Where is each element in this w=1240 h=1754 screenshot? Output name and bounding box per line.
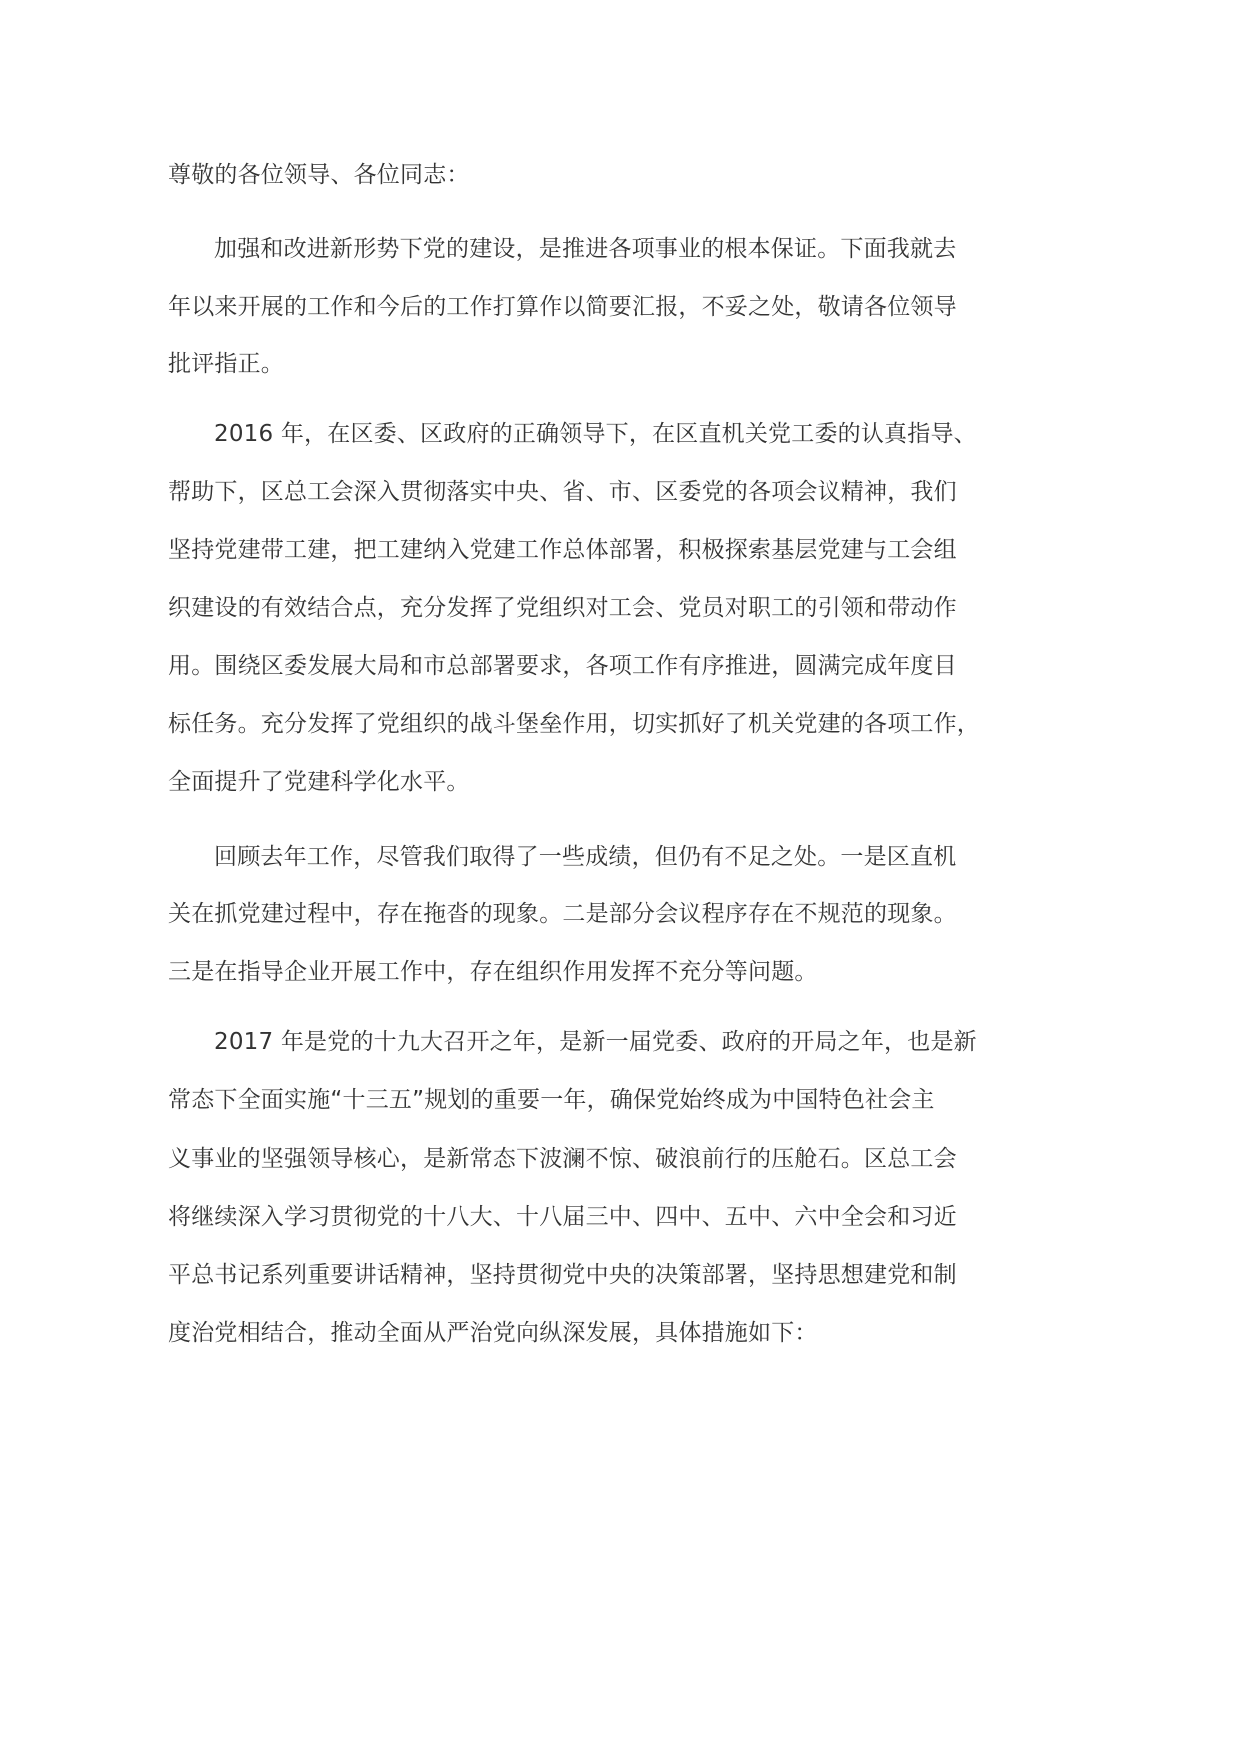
paragraph-line: 常态下全面实施“十三五”规划的重要一年，确保党始终成为中国特色社会主 xyxy=(168,1087,935,1113)
paragraph-line: 标任务。充分发挥了党组织的战斗堡垒作用，切实抓好了机关党建的各项工作， xyxy=(168,711,980,737)
paragraph-line: 2016 年，在区委、区政府的正确领导下，在区直机关党工委的认真指导、 xyxy=(214,421,977,447)
paragraph-line: 关在抓党建过程中，存在拖沓的现象。二是部分会议程序存在不规范的现象。 xyxy=(168,901,957,927)
salutation: 尊敬的各位领导、各位同志： xyxy=(168,162,470,188)
paragraph-line: 批评指正。 xyxy=(168,351,284,377)
paragraph-line: 平总书记系列重要讲话精神，坚持贯彻党中央的决策部署，坚持思想建党和制 xyxy=(168,1262,957,1288)
paragraph-line: 全面提升了党建科学化水平。 xyxy=(168,769,470,795)
paragraph-line: 年以来开展的工作和今后的工作打算作以简要汇报，不妥之处，敬请各位领导 xyxy=(168,294,957,320)
paragraph-line: 度治党相结合，推动全面从严治党向纵深发展，具体措施如下： xyxy=(168,1320,818,1346)
paragraph-line: 回顾去年工作，尽管我们取得了一些成绩，但仍有不足之处。一是区直机 xyxy=(214,844,957,870)
paragraph-line: 2017 年是党的十九大召开之年，是新一届党委、政府的开局之年，也是新 xyxy=(214,1029,977,1055)
paragraph-line: 帮助下，区总工会深入贯彻落实中央、省、市、区委党的各项会议精神，我们 xyxy=(168,479,957,505)
paragraph-line: 用。围绕区委发展大局和市总部署要求，各项工作有序推进，圆满完成年度目 xyxy=(168,653,957,679)
paragraph-line: 义事业的坚强领导核心，是新常态下波澜不惊、破浪前行的压舱石。区总工会 xyxy=(168,1146,957,1172)
paragraph-line: 加强和改进新形势下党的建设，是推进各项事业的根本保证。下面我就去 xyxy=(214,236,957,262)
paragraph-line: 坚持党建带工建，把工建纳入党建工作总体部署，积极探索基层党建与工会组 xyxy=(168,537,957,563)
paragraph-line: 织建设的有效结合点，充分发挥了党组织对工会、党员对职工的引领和带动作 xyxy=(168,595,957,621)
paragraph-line: 三是在指导企业开展工作中，存在组织作用发挥不充分等问题。 xyxy=(168,959,818,985)
paragraph-line: 将继续深入学习贯彻党的十八大、十八届三中、四中、五中、六中全会和习近 xyxy=(168,1204,957,1230)
